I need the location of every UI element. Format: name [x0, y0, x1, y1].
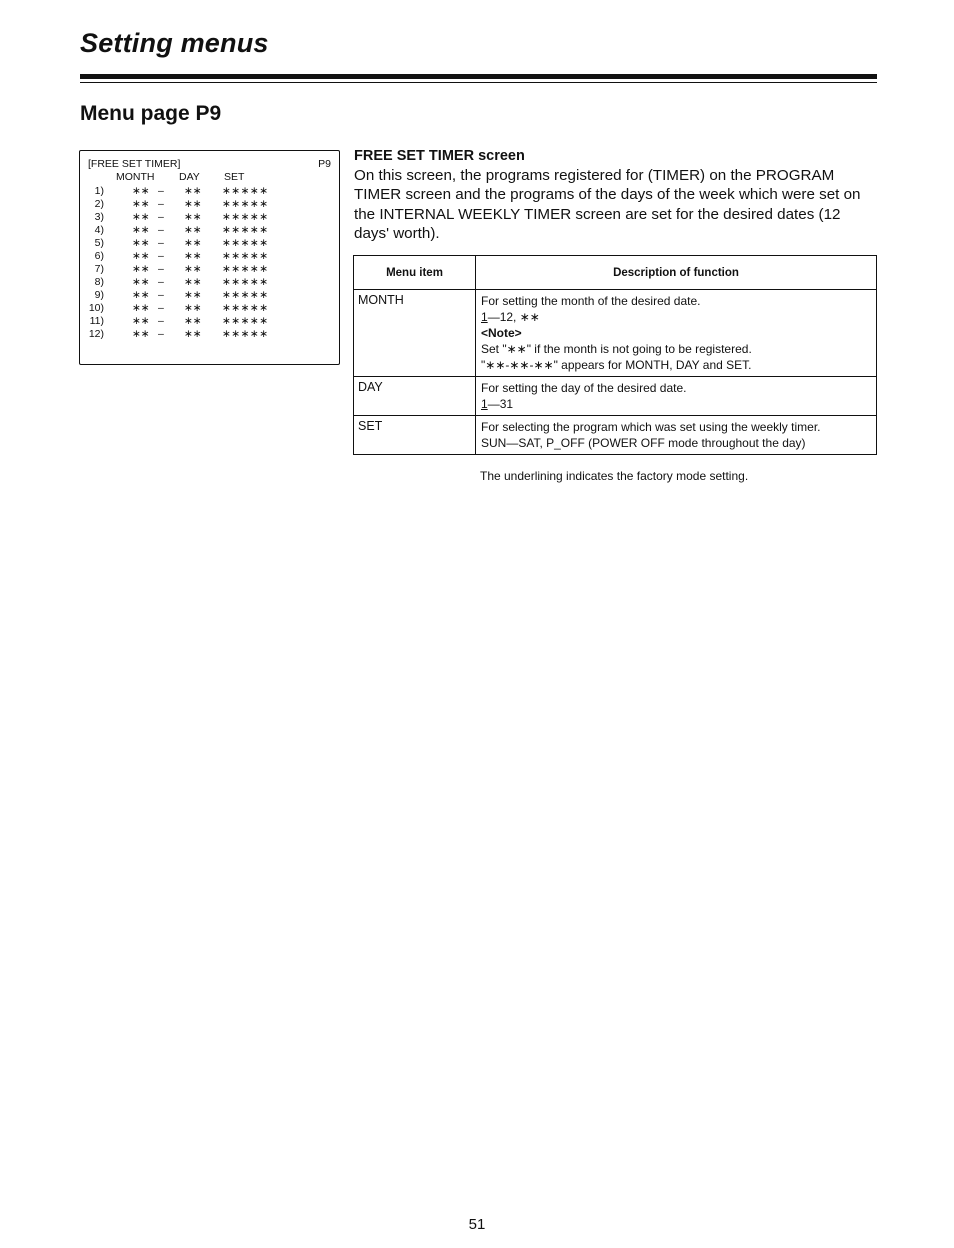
table-row-month — [354, 290, 877, 377]
menu-row-dash: – — [158, 250, 164, 262]
menu-row-no: 12) — [88, 328, 104, 340]
menu-col-set: SET — [224, 171, 245, 183]
menu-row — [80, 185, 339, 198]
menu-row-dash: – — [158, 263, 164, 275]
menu-row-month: ∗∗ — [132, 237, 150, 249]
menu-row — [80, 289, 339, 302]
header-description: Description of function — [476, 256, 877, 290]
set-desc-line-1: For selecting the program which was set using the weekly timer. — [481, 420, 821, 434]
section-title: Setting menus — [80, 28, 269, 58]
menu-row-day: ∗∗ — [184, 302, 202, 314]
month-note-label: <Note> — [481, 326, 522, 340]
menu-row — [80, 315, 339, 328]
menu-row-set: ∗∗∗∗∗ — [222, 302, 269, 314]
desc-month — [476, 290, 877, 377]
set-desc-line-2: SUN—SAT, P_OFF (POWER OFF mode throughout the day) — [481, 436, 806, 450]
menu-row-set: ∗∗∗∗∗ — [222, 211, 269, 223]
menu-row-day: ∗∗ — [184, 263, 202, 275]
menu-row-dash: – — [158, 276, 164, 288]
menu-row-day: ∗∗ — [184, 185, 202, 197]
menu-row-month: ∗∗ — [132, 276, 150, 288]
menu-row-no: 6) — [94, 250, 104, 262]
month-range — [481, 309, 872, 325]
day-range-default: 1 — [481, 397, 488, 411]
menu-row — [80, 276, 339, 289]
item-month: MONTH — [354, 290, 476, 377]
menu-row-no: 10) — [88, 302, 104, 314]
header-menu-item: Menu item — [354, 256, 476, 290]
menu-row-set: ∗∗∗∗∗ — [222, 289, 269, 301]
menu-row-set: ∗∗∗∗∗ — [222, 185, 269, 197]
page-number: 51 — [468, 1216, 486, 1233]
item-day: DAY — [354, 377, 476, 416]
menu-row-no: 8) — [94, 276, 104, 288]
day-range-rest: —31 — [487, 397, 514, 411]
menu-row-month: ∗∗ — [132, 302, 150, 314]
menu-row-month: ∗∗ — [132, 328, 150, 340]
month-note-line-1: Set "∗∗" if the month is not going to be registered. — [481, 342, 752, 356]
menu-screen-name: [FREE SET TIMER] — [88, 158, 181, 170]
menu-row-dash: – — [158, 198, 164, 210]
menu-row-dash: – — [158, 328, 164, 340]
menu-row-no: 9) — [94, 289, 104, 301]
menu-row-month: ∗∗ — [132, 263, 150, 275]
table-row-set — [354, 416, 877, 455]
table-header-row — [354, 256, 877, 290]
menu-row-dash: – — [158, 302, 164, 314]
menu-row-no: 11) — [89, 315, 104, 327]
menu-row — [80, 198, 339, 211]
footnote: The underlining indicates the factory mode setting. — [480, 469, 749, 483]
menu-row-month: ∗∗ — [132, 250, 150, 262]
table-row-day — [354, 377, 877, 416]
menu-page-code: P9 — [318, 158, 331, 170]
month-range-default: 1 — [481, 310, 488, 324]
menu-row-no: 1) — [94, 185, 104, 197]
day-range — [481, 396, 872, 412]
month-range-rest: —12, ∗∗ — [487, 310, 540, 324]
month-desc-line: For setting the month of the desired date. — [481, 294, 701, 308]
desc-set — [476, 416, 877, 455]
menu-col-day: DAY — [179, 171, 200, 183]
menu-row-month: ∗∗ — [132, 289, 150, 301]
menu-row-day: ∗∗ — [184, 198, 202, 210]
menu-row-dash: – — [158, 211, 164, 223]
menu-row-no: 7) — [94, 263, 104, 275]
page-heading: Menu page P9 — [80, 102, 222, 125]
screen-subheading: FREE SET TIMER screen — [354, 148, 525, 164]
menu-row-day: ∗∗ — [184, 315, 202, 327]
function-table — [353, 255, 877, 455]
menu-col-month: MONTH — [116, 171, 155, 183]
menu-row-day: ∗∗ — [184, 276, 202, 288]
menu-row-month: ∗∗ — [132, 211, 150, 223]
menu-row-dash: – — [158, 237, 164, 249]
menu-row — [80, 250, 339, 263]
menu-row-set: ∗∗∗∗∗ — [222, 276, 269, 288]
menu-row — [80, 302, 339, 315]
menu-row — [80, 211, 339, 224]
menu-row-set: ∗∗∗∗∗ — [222, 250, 269, 262]
menu-row-dash: – — [158, 224, 164, 236]
menu-row-day: ∗∗ — [184, 224, 202, 236]
menu-row-day: ∗∗ — [184, 250, 202, 262]
intro-paragraph: On this screen, the programs registered for (TIMER) on the PROGRAM TIMER screen and the programs of the days of the week which were set on the INTERNAL WEEKLY TIMER screen are set for the desired dates (12 days' worth). — [354, 167, 861, 242]
menu-row-month: ∗∗ — [132, 315, 150, 327]
menu-row-day: ∗∗ — [184, 289, 202, 301]
menu-row-set: ∗∗∗∗∗ — [222, 237, 269, 249]
header-rule-thin — [80, 82, 877, 83]
menu-row-set: ∗∗∗∗∗ — [222, 198, 269, 210]
menu-row — [80, 263, 339, 276]
menu-row-dash: – — [158, 289, 164, 301]
menu-row-set: ∗∗∗∗∗ — [222, 224, 269, 236]
desc-day — [476, 377, 877, 416]
menu-screen-display — [79, 150, 340, 365]
menu-row-month: ∗∗ — [132, 224, 150, 236]
menu-row — [80, 328, 339, 341]
header-rule-thick — [80, 74, 877, 79]
menu-row — [80, 237, 339, 250]
menu-row-dash: – — [158, 315, 164, 327]
menu-row-day: ∗∗ — [184, 211, 202, 223]
menu-row — [80, 224, 339, 237]
month-note-line-2: "∗∗-∗∗-∗∗" appears for MONTH, DAY and SET. — [481, 358, 752, 372]
menu-row-set: ∗∗∗∗∗ — [222, 263, 269, 275]
menu-row-day: ∗∗ — [184, 328, 202, 340]
menu-row-month: ∗∗ — [132, 185, 150, 197]
menu-row-no: 5) — [94, 237, 104, 249]
menu-rows — [80, 185, 339, 341]
menu-row-set: ∗∗∗∗∗ — [222, 315, 269, 327]
menu-row-no: 3) — [94, 211, 104, 223]
menu-row-no: 4) — [94, 224, 104, 236]
day-desc-line: For setting the day of the desired date. — [481, 381, 687, 395]
menu-row-month: ∗∗ — [132, 198, 150, 210]
menu-row-set: ∗∗∗∗∗ — [222, 328, 269, 340]
menu-row-dash: – — [158, 185, 164, 197]
item-set: SET — [354, 416, 476, 455]
menu-row-no: 2) — [94, 198, 104, 210]
menu-row-day: ∗∗ — [184, 237, 202, 249]
